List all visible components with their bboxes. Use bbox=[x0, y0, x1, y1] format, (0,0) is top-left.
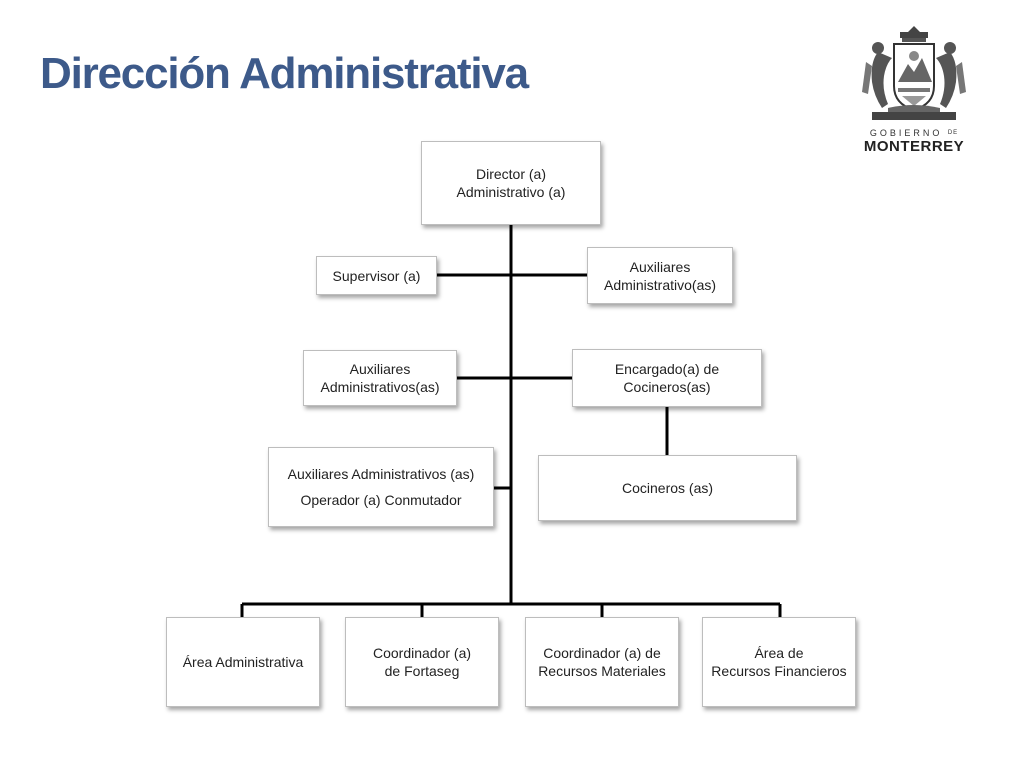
aux-left-line2: Administrativos(as) bbox=[320, 379, 440, 395]
org-box-area-administrativa bbox=[166, 617, 320, 707]
aux-right-line1: Auxiliares bbox=[629, 258, 691, 275]
encargado-line1: Encargado(a) de bbox=[614, 361, 720, 377]
org-box-cocineros bbox=[538, 455, 797, 521]
aux-oper-line1: Auxiliares Administrativos (as) bbox=[287, 466, 475, 482]
cocineros-line1: Cocineros (as) bbox=[621, 480, 714, 496]
org-box-coordinador-fortaseg bbox=[345, 617, 499, 707]
logo-de-text: DE bbox=[947, 130, 959, 136]
director-line1: Director (a) bbox=[475, 166, 546, 182]
aux-left-line1: Auxiliares bbox=[349, 361, 411, 377]
encargado-line2: Cocineros(as) bbox=[623, 379, 711, 395]
director-line2: Administrativo (a) bbox=[456, 184, 566, 200]
aux-right-line2: Administrativo(as) bbox=[603, 276, 717, 293]
org-box-encargado bbox=[572, 349, 762, 407]
page-title: Dirección Administrativa bbox=[40, 49, 528, 98]
recursos-mat-line2: Recursos Materiales bbox=[538, 663, 666, 679]
org-box-director bbox=[421, 141, 601, 225]
fortaseg-line1: Coordinador (a) bbox=[372, 645, 472, 661]
fortaseg-line2: de Fortaseg bbox=[384, 663, 460, 679]
aux-oper-line2: Operador (a) Conmutador bbox=[300, 492, 462, 508]
org-box-auxiliares-right bbox=[587, 247, 733, 304]
supervisor-line1: Supervisor (a) bbox=[332, 267, 421, 284]
logo-gobierno-text: GOBIERNO bbox=[869, 128, 943, 138]
recursos-fin-line1: Área de bbox=[754, 645, 804, 661]
logo-line-monterrey: MONTERREY bbox=[863, 138, 965, 155]
org-box-recursos-materiales bbox=[525, 617, 679, 707]
org-box-auxiliares-left bbox=[303, 350, 457, 406]
recursos-fin-line2: Recursos Financieros bbox=[711, 663, 847, 679]
recursos-mat-line1: Coordinador (a) de bbox=[543, 645, 661, 661]
org-box-supervisor bbox=[316, 256, 437, 295]
area-admin-line1: Área Administrativa bbox=[182, 654, 304, 670]
org-box-recursos-financieros bbox=[702, 617, 856, 707]
org-box-aux-operador bbox=[268, 447, 494, 527]
